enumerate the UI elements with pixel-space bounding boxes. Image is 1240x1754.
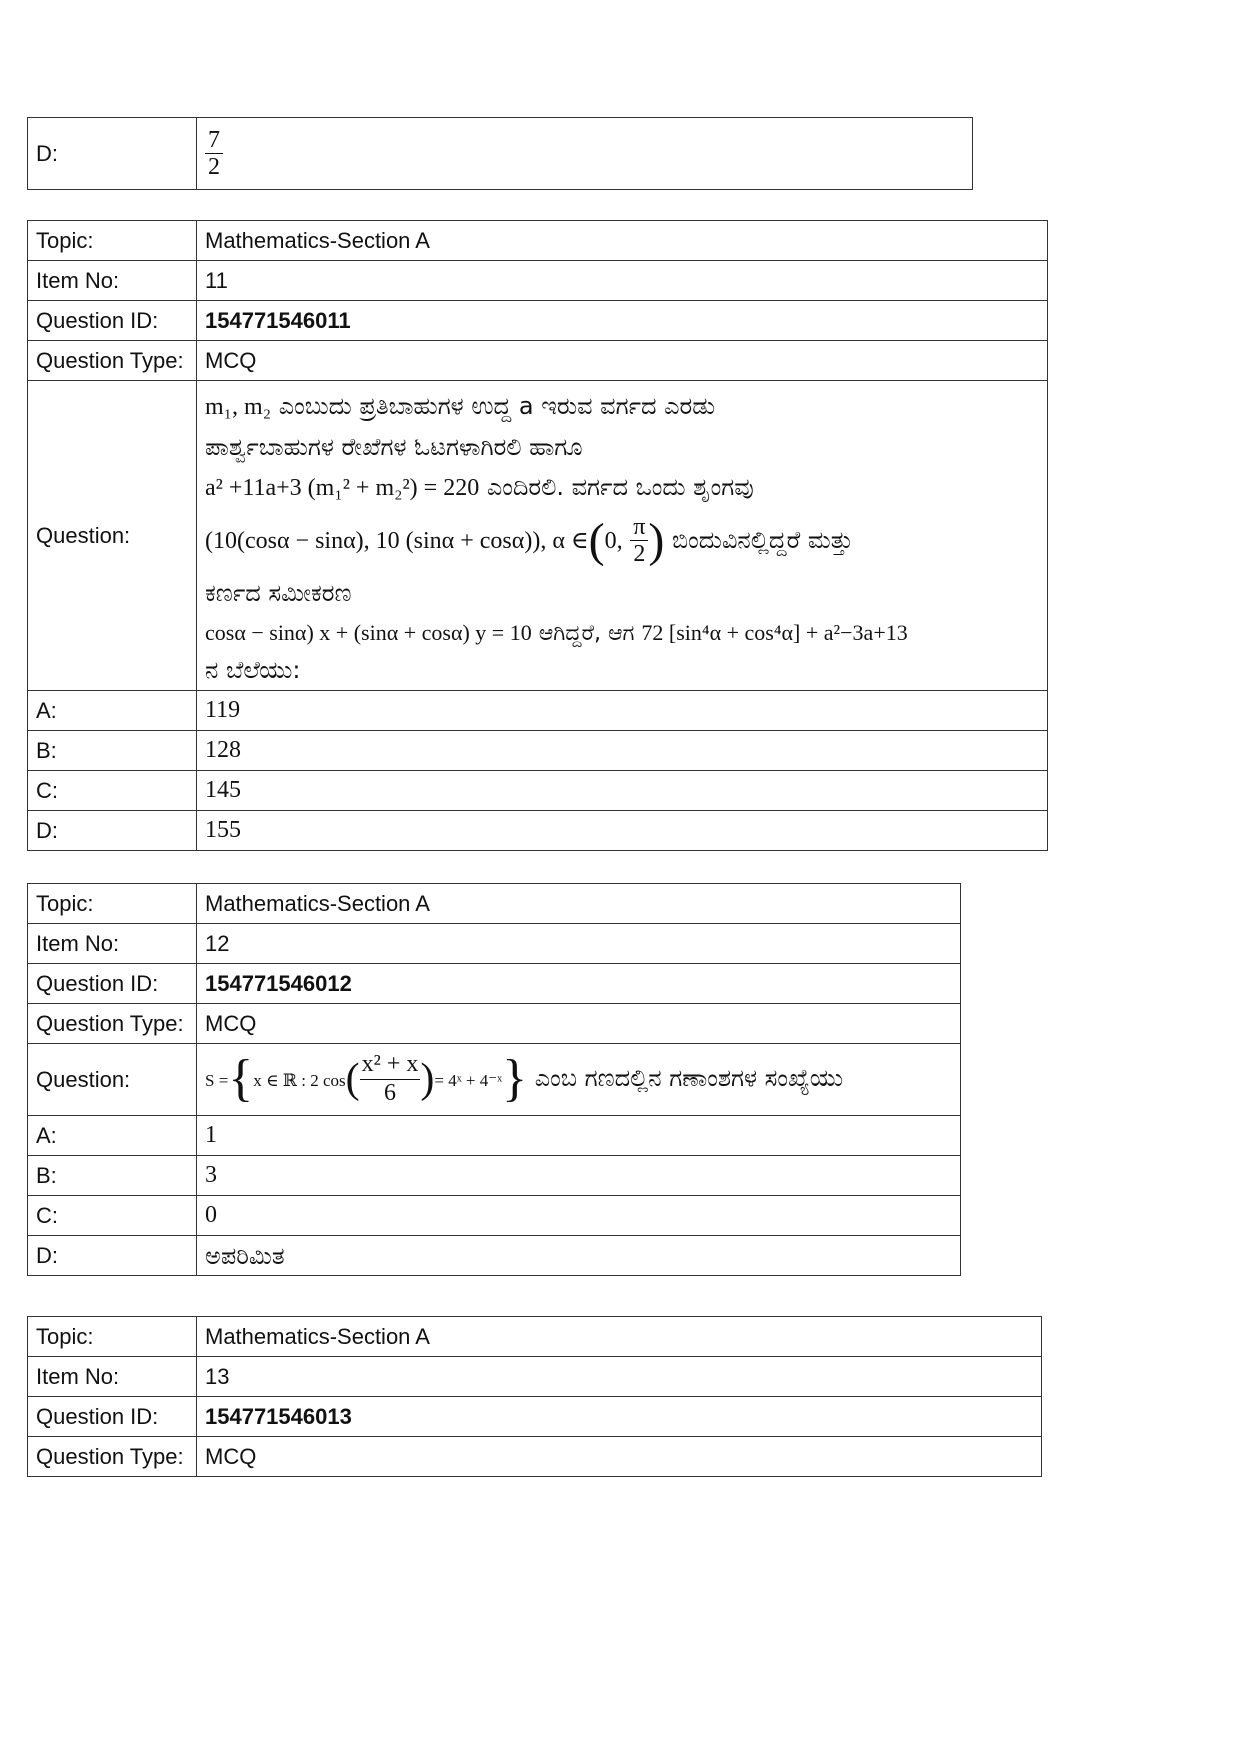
option-b-label: B: <box>28 1156 197 1196</box>
prev-item-table <box>27 117 973 190</box>
item-11-table <box>27 220 1048 851</box>
question-id-row <box>28 1397 1042 1437</box>
option-b-label: B: <box>28 731 197 771</box>
question-id-value: 154771546011 <box>197 301 1048 341</box>
question-label: Question: <box>28 381 197 691</box>
question-type-label: Question Type: <box>28 341 197 381</box>
option-c-row <box>28 771 1048 811</box>
question-label: Question: <box>28 1044 197 1116</box>
topic-label: Topic: <box>28 1317 197 1357</box>
option-c-label: C: <box>28 1196 197 1236</box>
item-no-value: 11 <box>197 261 1048 301</box>
option-b-value: 3 <box>197 1156 961 1196</box>
question-id-value: 154771546012 <box>197 964 961 1004</box>
question-line-2: ಪಾರ್ಶ್ವಬಾಹುಗಳ ರೇಖೆಗಳ ಓಟಗಳಾಗಿರಲಿ ಹಾಗೂ <box>205 432 583 461</box>
topic-row <box>28 221 1048 261</box>
item-13-table <box>27 1316 1042 1477</box>
topic-value: Mathematics-Section A <box>197 884 961 924</box>
question-line-3: a² +11a+3 (m₁² + m₂²) = 220 ಎಂದಿರಲಿ. ವರ್ಗದ ಒಂದು ಶೃಂಗವು <box>205 472 754 501</box>
item-no-value: 13 <box>197 1357 1042 1397</box>
option-a-value: 119 <box>197 691 1048 731</box>
topic-row <box>28 884 961 924</box>
fraction-pi-over-two: $\frac{\pi}{2}$ <box>630 514 648 568</box>
question-row <box>28 381 1048 691</box>
item-12-table <box>27 883 961 1276</box>
question-id-row <box>28 964 961 1004</box>
option-c-row <box>28 1196 961 1236</box>
question-line-6: cosα − sinα) x + (sinα + cosα) y = 10 ಆಗಿದ್ದರೆ, ಆಗ 72 [sin⁴α + cos⁴α] + a²−3a+13 <box>205 619 908 646</box>
item-no-label: Item No: <box>28 1357 197 1397</box>
question-type-label: Question Type: <box>28 1004 197 1044</box>
topic-value: Mathematics-Section A <box>197 221 1048 261</box>
question-type-value: MCQ <box>197 1437 1042 1477</box>
topic-value: Mathematics-Section A <box>197 1317 1042 1357</box>
question-type-value: MCQ <box>197 341 1048 381</box>
right-paren: ) <box>648 513 665 567</box>
option-d-row <box>28 1236 961 1276</box>
option-d-value: 155 <box>197 811 1048 851</box>
left-brace: { <box>228 1050 254 1107</box>
option-a-row <box>28 1116 961 1156</box>
option-d-label: D: <box>28 1236 197 1276</box>
option-a-value: 1 <box>197 1116 961 1156</box>
question-line-1: m₁, m₂ ಎಂಬುದು ಪ್ರತಿಬಾಹುಗಳ ಉದ್ದ a ಇರುವ ವರ್ಗದ ಎರಡು <box>205 391 716 420</box>
topic-label: Topic: <box>28 221 197 261</box>
question-type-label: Question Type: <box>28 1437 197 1477</box>
option-b-value: 128 <box>197 731 1048 771</box>
option-d-row <box>28 811 1048 851</box>
question-type-row <box>28 341 1048 381</box>
option-d-row <box>28 118 973 190</box>
option-b-row <box>28 731 1048 771</box>
item-no-label: Item No: <box>28 261 197 301</box>
left-paren: ( <box>588 513 605 567</box>
question-id-label: Question ID: <box>28 1397 197 1437</box>
item-no-row <box>28 924 961 964</box>
fraction-x-squared-plus-x-over-six: $\frac{\text{x² + x}}{6}$ <box>361 1050 419 1106</box>
question-type-value: MCQ <box>197 1004 961 1044</box>
option-c-label: C: <box>28 771 197 811</box>
option-c-value: 145 <box>197 771 1048 811</box>
option-d-value: ಅಪರಿಮಿತ <box>197 1236 961 1276</box>
topic-label: Topic: <box>28 884 197 924</box>
question-id-label: Question ID: <box>28 964 197 1004</box>
question-type-row <box>28 1004 961 1044</box>
option-d-label: D: <box>28 811 197 851</box>
topic-row <box>28 1317 1042 1357</box>
question-content <box>197 381 1048 691</box>
question-row <box>28 1044 961 1116</box>
question-line-5: ಕರ್ಣದ ಸಮೀಕರಣ <box>205 578 352 607</box>
option-b-row <box>28 1156 961 1196</box>
option-a-row <box>28 691 1048 731</box>
left-paren: ( <box>345 1056 360 1102</box>
question-id-row <box>28 301 1048 341</box>
right-paren: ) <box>420 1056 435 1102</box>
item-no-value: 12 <box>197 924 961 964</box>
fraction-seven-halves: $\frac{7}{2}$ <box>205 127 223 181</box>
question-line-4: (10(cosα − sinα), 10 (sinα + cosα)), α ∈(0, $\frac{\pi}{2}$ ) ಬಿಂದುವಿನಲ್ಲಿದ್ದರೆ ಮತ್ತು <box>205 513 854 567</box>
question-line-1: S ={x ∈ ℝ : 2 cos( $\frac{\text{x² + x}}{6}$ )= 4ˣ + 4⁻ˣ} ಎಂಬ ಗಣದಲ್ಲಿನ ಗಣಾಂಶಗಳ ಸಂಖ್ಯೆಯು <box>205 1050 844 1107</box>
question-line-7: ನ ಬೆಲೆಯು: <box>205 655 301 684</box>
item-no-row <box>28 1357 1042 1397</box>
right-brace: } <box>502 1050 528 1107</box>
option-a-label: A: <box>28 691 197 731</box>
item-no-label: Item No: <box>28 924 197 964</box>
question-content <box>197 1044 961 1116</box>
option-c-value: 0 <box>197 1196 961 1236</box>
question-id-label: Question ID: <box>28 301 197 341</box>
question-id-value: 154771546013 <box>197 1397 1042 1437</box>
question-type-row <box>28 1437 1042 1477</box>
option-a-label: A: <box>28 1116 197 1156</box>
option-d-label: D: <box>28 118 197 190</box>
option-d-value <box>197 118 973 190</box>
item-no-row <box>28 261 1048 301</box>
